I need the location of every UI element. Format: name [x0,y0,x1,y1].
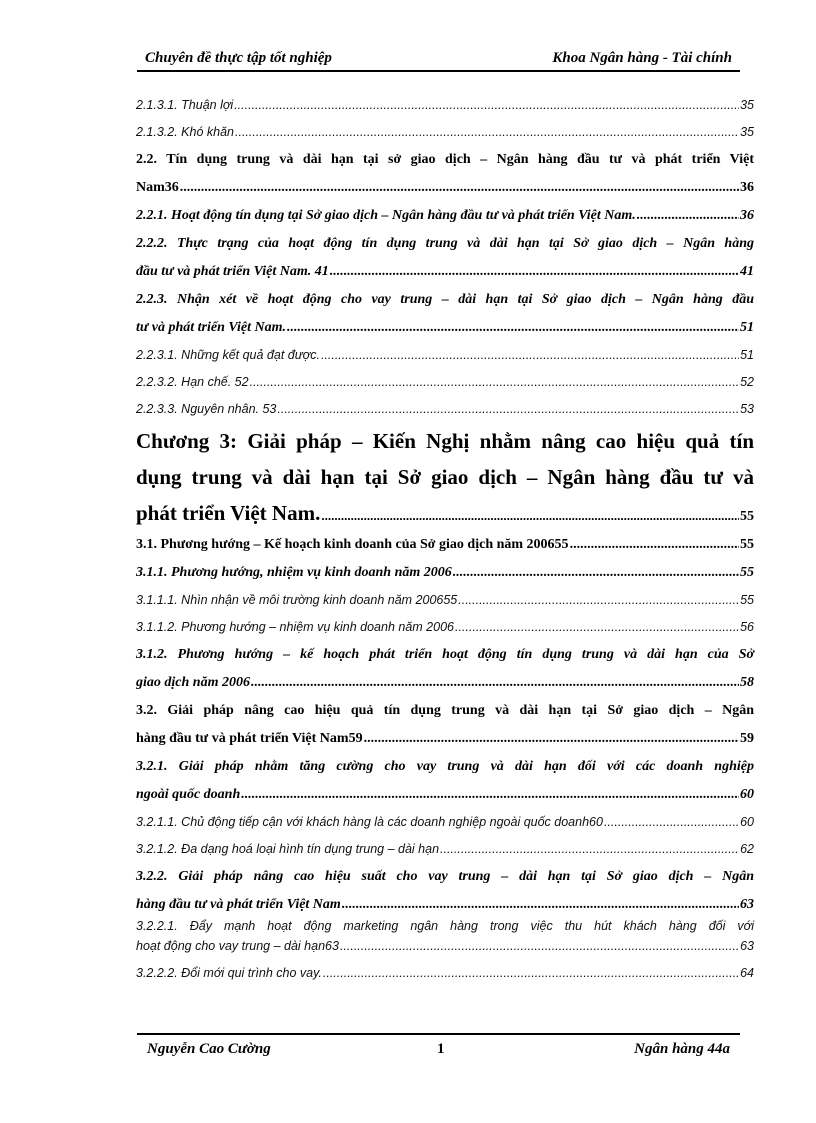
toc-entry[interactable] [136,809,754,836]
toc-entry-line: 2.2. Tín dụng trung và dài hạn tại sở giao dịch – Ngân hàng đầu tư và phát triển Việt [136,152,754,167]
toc-entry-line: 3.1.2. Phương hướng – kế hoạch phát triển hoạt động tín dụng trung và dài hạn của Sở [136,647,754,662]
toc-entry-title: 3.2.1.2. Đa dạng hoá loại hình tín dụng trung – dài hạn [136,842,440,856]
toc-entry[interactable] [136,369,754,396]
toc-entry[interactable] [136,396,754,423]
dot-leader [250,369,740,396]
toc-page-number: 52 [740,375,754,389]
toc-page-number: 60 [740,815,754,829]
toc-entry-title: Nam36 [136,180,179,195]
toc-entry-title: 3.2.1.1. Chủ động tiếp cận với khách hàng là các doanh nghiệp ngoài quốc doanh60 [136,815,603,829]
toc-entry-line: 2.2.2. Thực trạng của hoạt động tín dụng trung và dài hạn tại Sở giao dịch – Ngân hàng [136,236,754,251]
toc-entry[interactable] [136,641,754,697]
dot-leader [321,342,739,369]
dot-leader [321,498,739,531]
toc-entry-title: tư và phát triển Việt Nam. [136,320,286,335]
dot-leader [180,174,739,202]
toc-entry-title: ngoài quốc doanh [136,787,241,802]
toc-entry-title: đầu tư và phát triển Việt Nam. 41 [136,264,329,279]
footer-class: Ngân hàng 44a [634,1041,730,1057]
dot-leader [323,960,739,987]
toc-page-number: 36 [740,180,754,195]
toc-entry-title: phát triển Việt Nam. [136,501,321,525]
toc-entry-title: giao dịch năm 2006 [136,675,250,690]
toc-page-number: 35 [740,98,754,112]
toc-entry-title: hàng đầu tư và phát triển Việt Nam59 [136,731,363,746]
toc-entry-title: 3.1.1.2. Phương hướng – nhiệm vụ kinh doanh năm 2006 [136,620,454,634]
dot-leader [458,587,739,614]
dot-leader [251,669,739,697]
dot-leader [570,531,739,559]
toc-entry-title: 2.1.3.2. Khó khăn [136,125,234,139]
toc-page-number: 35 [740,125,754,139]
toc-entry-title: hoạt động cho vay trung – dài hạn63 [136,939,339,953]
toc-entry[interactable] [136,697,754,753]
toc-entry[interactable] [136,753,754,809]
toc-entry-title: 3.1.1.1. Nhìn nhận về môi trường kinh doanh năm 200655 [136,593,458,607]
dot-leader [455,614,739,641]
dot-leader [330,258,739,286]
toc-page-number: 41 [740,264,754,279]
toc-entry[interactable] [136,423,754,531]
toc-entry[interactable] [136,286,754,342]
toc-page-number: 55 [740,509,754,524]
toc-entry[interactable] [136,863,754,919]
dot-leader [604,809,739,836]
dot-leader [440,836,739,863]
toc-page-number: 51 [740,348,754,362]
header-left: Chuyên đề thực tập tốt nghiệp [145,50,332,66]
dot-leader [235,119,739,146]
toc-entry-title: 2.2.3.2. Hạn chế. 52 [136,375,249,389]
toc-page-number: 60 [740,787,754,802]
toc-entry-title: 2.2.1. Hoạt động tín dụng tại Sở giao dịch – Ngân hàng đầu tư và phát triển Việt Nam. [136,208,636,223]
dot-leader [364,725,739,753]
toc-page-number: 63 [740,939,754,953]
toc-entry[interactable] [136,92,754,119]
toc-entry-title: 3.1. Phương hướng – Kế hoạch kinh doanh của Sở giao dịch năm 200655 [136,537,569,552]
toc-page-number: 51 [740,320,754,335]
toc-entry-title: 3.1.1. Phương hướng, nhiệm vụ kinh doanh năm 2006 [136,565,452,580]
dot-leader [234,92,739,119]
toc-entry-line: 3.2. Giải pháp nâng cao hiệu quả tín dụng trung và dài hạn tại Sở giao dịch – Ngân [136,703,754,718]
toc-entry-line: 3.2.2. Giải pháp nâng cao hiệu suất cho vay trung – dài hạn tại Sở giao dịch – Ngân [136,869,754,884]
toc-entry[interactable] [136,614,754,641]
toc-page-number: 63 [740,897,754,912]
toc-entry[interactable] [136,559,754,587]
page-header [137,48,740,72]
header-right: Khoa Ngân hàng - Tài chính [552,50,732,66]
dot-leader [287,314,739,342]
toc-entry-line: Chương 3: Giải pháp – Kiến Nghị nhằm nâng cao hiệu quả tín [136,429,754,453]
footer-author: Nguyễn Cao Cường [147,1041,271,1057]
toc-page-number: 53 [740,402,754,416]
toc-entry[interactable] [136,202,754,230]
table-of-contents [136,92,754,987]
toc-entry[interactable] [136,531,754,559]
toc-entry-line: 3.2.2.1. Đẩy mạnh hoạt động marketing ngân hàng trong việc thu hút khách hàng đối với [136,919,754,933]
dot-leader [453,559,739,587]
dot-leader [340,933,739,960]
toc-entry[interactable] [136,919,754,960]
toc-page-number: 62 [740,842,754,856]
toc-page-number: 56 [740,620,754,634]
dot-leader [637,202,739,230]
toc-entry-line: dụng trung và dài hạn tại Sở giao dịch – Ngân hàng đầu tư và [136,465,754,489]
page-footer [137,1033,740,1057]
toc-entry[interactable] [136,587,754,614]
toc-entry-title: 2.2.3.3. Nguyên nhân. 53 [136,402,277,416]
toc-entry-title: 2.1.3.1. Thuận lợi [136,98,234,112]
toc-entry-title: 3.2.2.2. Đổi mới qui trình cho vay. [136,966,322,980]
toc-page-number: 36 [740,208,754,223]
toc-entry[interactable] [136,146,754,202]
toc-page-number: 55 [740,593,754,607]
toc-entry[interactable] [136,836,754,863]
dot-leader [241,781,739,809]
toc-entry[interactable] [136,230,754,286]
toc-page-number: 64 [740,966,754,980]
toc-entry-line: 3.2.1. Giải pháp nhằm tăng cường cho vay trung và dài hạn đối với các doanh nghiệp [136,759,754,774]
toc-entry[interactable] [136,960,754,987]
toc-page-number: 55 [740,565,754,580]
dot-leader [342,891,739,919]
toc-page-number: 55 [740,537,754,552]
dot-leader [277,396,739,423]
toc-entry-title: hàng đầu tư và phát triển Việt Nam [136,897,341,912]
toc-entry-title: 2.2.3.1. Những kết quả đạt được. [136,348,320,362]
page-number: 1 [437,1041,445,1057]
toc-page-number: 58 [740,675,754,690]
toc-entry-line: 2.2.3. Nhận xét về hoạt động cho vay trung – dài hạn tại Sở giao dịch – Ngân hàng đầu [136,292,754,307]
toc-entry[interactable] [136,119,754,146]
toc-page-number: 59 [740,731,754,746]
toc-entry[interactable] [136,342,754,369]
